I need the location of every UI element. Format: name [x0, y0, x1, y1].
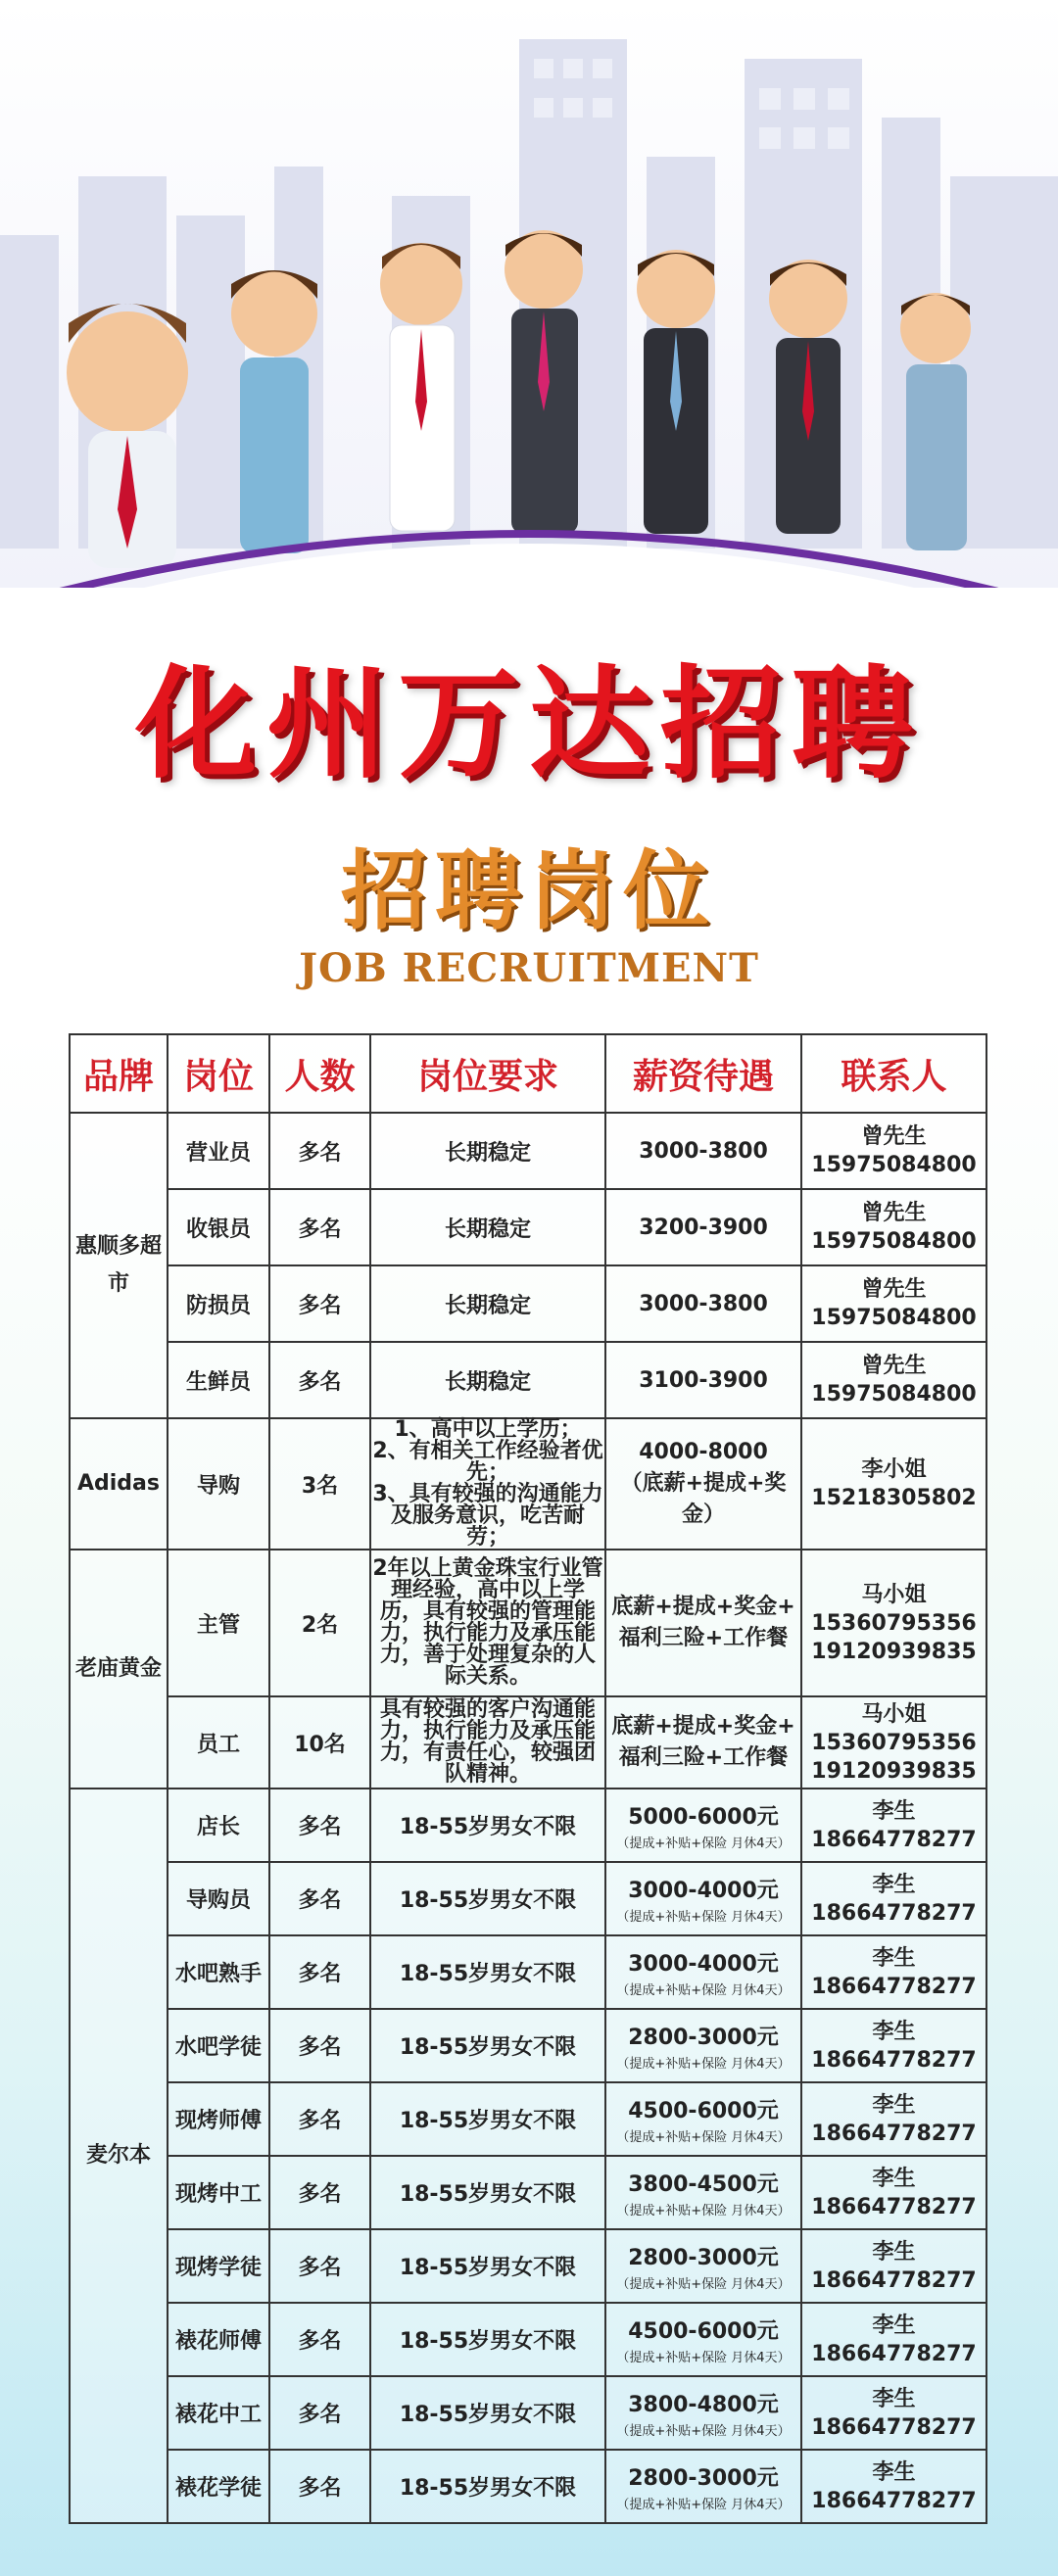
- contact-name: 李生: [872, 2313, 916, 2338]
- contact-cell: [801, 2303, 986, 2376]
- salary-range: 3800-4500元: [628, 2171, 779, 2197]
- contact-cell: [801, 1862, 986, 1935]
- requirement-cell: 18-55岁男女不限: [370, 1935, 605, 2009]
- contact-phone: 15975084800: [811, 1153, 977, 1177]
- position-cell: 营业员: [168, 1113, 269, 1189]
- salary-note: （提成+补贴+保险 月休4天）: [616, 1836, 791, 1851]
- contact-cell: [801, 2376, 986, 2450]
- contact-name: 李生: [872, 2239, 916, 2265]
- contact-name: 曾先生: [861, 1124, 927, 1149]
- salary-line: 底薪+提成+奖金+: [611, 1595, 795, 1619]
- contact-phone: 19120939835: [811, 1758, 977, 1784]
- hero-illustration: [0, 0, 1058, 588]
- salary-line: 底薪+提成+奖金+: [611, 1714, 795, 1739]
- count-cell: 3名: [269, 1418, 370, 1550]
- salary-line: 福利三险+工作餐: [618, 1745, 789, 1770]
- contact-name: 李生: [872, 1945, 916, 1971]
- contact-name: 李生: [872, 1872, 916, 1897]
- position-cell: 导购: [168, 1418, 269, 1550]
- salary-note: （提成+补贴+保险 月休4天）: [616, 2276, 791, 2292]
- salary-note: （提成+补贴+保险 月休4天）: [616, 2203, 791, 2218]
- salary-range: 4500-6000元: [628, 2098, 779, 2123]
- position-cell: 店长: [168, 1789, 269, 1862]
- brand-laomiao: 老庙黄金: [70, 1550, 168, 1789]
- contact-name: 曾先生: [861, 1277, 927, 1302]
- salary-note: （提成+补贴+保险 月休4天）: [616, 2497, 791, 2512]
- salary-cell: 3000-3800: [605, 1265, 801, 1342]
- count-cell: 多名: [269, 2376, 370, 2450]
- salary-line: 福利三险+工作餐: [618, 1626, 789, 1650]
- contact-phone: 15975084800: [811, 1229, 977, 1254]
- contact-phone: 19120939835: [811, 1639, 977, 1664]
- salary-note: （提成+补贴+保险 月休4天）: [616, 2129, 791, 2145]
- salary-cell: [605, 2450, 801, 2523]
- position-cell: 主管: [168, 1550, 269, 1696]
- contact-phone: 18664778277: [811, 2267, 977, 2293]
- position-cell: 现烤中工: [168, 2156, 269, 2229]
- requirement-cell: 长期稳定: [370, 1342, 605, 1418]
- count-cell: 多名: [269, 1342, 370, 1418]
- brand-huishunduo: 惠顺多超市: [70, 1113, 168, 1418]
- contact-phone: 18664778277: [811, 1974, 977, 1999]
- recruitment-table: [69, 1033, 987, 2524]
- salary-cell: 3000-3800: [605, 1113, 801, 1189]
- requirement-line: 2、有相关工作经验者优先；: [372, 1439, 603, 1485]
- contact-cell: [801, 1789, 986, 1862]
- salary-cell: 3200-3900: [605, 1189, 801, 1265]
- contact-cell: [801, 2009, 986, 2082]
- salary-cell: [605, 2009, 801, 2082]
- contact-cell: [801, 2450, 986, 2523]
- count-cell: 多名: [269, 2229, 370, 2303]
- count-cell: 多名: [269, 1789, 370, 1862]
- position-cell: 现烤学徒: [168, 2229, 269, 2303]
- count-cell: 多名: [269, 1113, 370, 1189]
- header-count: 人数: [269, 1034, 370, 1113]
- contact-phone: 18664778277: [811, 2414, 977, 2440]
- requirement-cell: 18-55岁男女不限: [370, 2082, 605, 2156]
- table-row: [70, 2303, 986, 2376]
- contact-phone: 18664778277: [811, 2341, 977, 2366]
- count-cell: 多名: [269, 2009, 370, 2082]
- salary-cell: [605, 1789, 801, 1862]
- table-row: [70, 2376, 986, 2450]
- contact-cell: [801, 1550, 986, 1696]
- requirement-cell: 2年以上黄金珠宝行业管理经验，高中以上学历，具有较强的管理能力，执行能力及承压能力，善于处理复杂的人际关系。: [370, 1550, 605, 1696]
- table-row: [70, 1862, 986, 1935]
- salary-range: 2800-3000元: [628, 2465, 779, 2491]
- contact-phone: 18664778277: [811, 2047, 977, 2073]
- contact-phone: 15975084800: [811, 1382, 977, 1407]
- salary-range: 5000-6000元: [628, 1804, 779, 1830]
- count-cell: 多名: [269, 2156, 370, 2229]
- table-row: [70, 2009, 986, 2082]
- count-cell: 多名: [269, 1265, 370, 1342]
- position-cell: 防损员: [168, 1265, 269, 1342]
- salary-cell: [605, 2156, 801, 2229]
- table-header-row: [70, 1034, 986, 1113]
- city-skyline-illustration: [0, 0, 1058, 588]
- salary-cell: [605, 2303, 801, 2376]
- section-title-en: JOB RECRUITMENT: [299, 945, 759, 991]
- position-cell: 裱花学徒: [168, 2450, 269, 2523]
- table-row: [70, 1418, 986, 1550]
- table-row: [70, 1342, 986, 1418]
- requirement-cell: 长期稳定: [370, 1265, 605, 1342]
- table-row: [70, 2156, 986, 2229]
- header-contact: 联系人: [801, 1034, 986, 1113]
- contact-phone: 15360795356: [811, 1730, 977, 1755]
- salary-note: （提成+补贴+保险 月休4天）: [616, 1909, 791, 1925]
- salary-range: 4500-6000元: [628, 2318, 779, 2344]
- requirement-line: 1、高中以上学历；: [394, 1417, 582, 1442]
- contact-name: 李小姐: [861, 1457, 927, 1482]
- header-brand: 品牌: [70, 1034, 168, 1113]
- count-cell: 多名: [269, 2082, 370, 2156]
- table-row: [70, 1113, 986, 1189]
- contact-phone: 15360795356: [811, 1610, 977, 1636]
- contact-cell: [801, 1342, 986, 1418]
- contact-phone: 18664778277: [811, 2121, 977, 2146]
- contact-phone: 15975084800: [811, 1306, 977, 1330]
- requirement-cell: 18-55岁男女不限: [370, 1789, 605, 1862]
- table-row: [70, 1550, 986, 1696]
- requirement-cell: 18-55岁男女不限: [370, 1862, 605, 1935]
- salary-note: （提成+补贴+保险 月休4天）: [616, 1982, 791, 1998]
- salary-cell: [605, 1935, 801, 2009]
- count-cell: 多名: [269, 2450, 370, 2523]
- table-row: [70, 2082, 986, 2156]
- contact-phone: 18664778277: [811, 2194, 977, 2219]
- salary-cell: [605, 1418, 801, 1550]
- salary-cell: [605, 2082, 801, 2156]
- position-cell: 裱花中工: [168, 2376, 269, 2450]
- salary-note: （提成+补贴+保险 月休4天）: [616, 2056, 791, 2072]
- table-row: [70, 2229, 986, 2303]
- requirement-cell: [370, 1418, 605, 1550]
- table-row: [70, 1789, 986, 1862]
- contact-name: 曾先生: [861, 1201, 927, 1225]
- salary-note: （底薪+提成+奖金）: [620, 1471, 787, 1527]
- requirement-cell: 18-55岁男女不限: [370, 2229, 605, 2303]
- table-row: [70, 1935, 986, 2009]
- header-requirement: 岗位要求: [370, 1034, 605, 1113]
- count-cell: 多名: [269, 1862, 370, 1935]
- table-row: [70, 1696, 986, 1789]
- contact-name: 李生: [872, 1798, 916, 1824]
- contact-cell: [801, 1189, 986, 1265]
- contact-phone: 18664778277: [811, 1827, 977, 1852]
- salary-range: 3800-4800元: [628, 2392, 779, 2417]
- salary-note: （提成+补贴+保险 月休4天）: [616, 2423, 791, 2439]
- contact-cell: [801, 1696, 986, 1789]
- contact-phone: 18664778277: [811, 1900, 977, 1926]
- contact-phone: 18664778277: [811, 2488, 977, 2513]
- brand-adidas: Adidas: [70, 1418, 168, 1550]
- salary-cell: [605, 1862, 801, 1935]
- contact-cell: [801, 1113, 986, 1189]
- count-cell: 多名: [269, 1935, 370, 2009]
- contact-name: 李生: [872, 2386, 916, 2411]
- table-row: [70, 1265, 986, 1342]
- contact-cell: [801, 1265, 986, 1342]
- position-cell: 员工: [168, 1696, 269, 1789]
- contact-cell: [801, 1418, 986, 1550]
- salary-range: 2800-3000元: [628, 2245, 779, 2270]
- requirement-cell: 18-55岁男女不限: [370, 2156, 605, 2229]
- requirement-cell: 长期稳定: [370, 1189, 605, 1265]
- salary-cell: [605, 1550, 801, 1696]
- contact-cell: [801, 2156, 986, 2229]
- requirement-cell: 长期稳定: [370, 1113, 605, 1189]
- contact-name: 马小姐: [861, 1582, 927, 1607]
- table-row: [70, 1189, 986, 1265]
- count-cell: 2名: [269, 1550, 370, 1696]
- position-cell: 现烤师傅: [168, 2082, 269, 2156]
- page-title: 化州万达招聘: [134, 654, 923, 795]
- position-cell: 裱花师傅: [168, 2303, 269, 2376]
- contact-name: 李生: [872, 2459, 916, 2485]
- contact-name: 李生: [872, 2166, 916, 2191]
- salary-cell: [605, 2376, 801, 2450]
- header-salary: 薪资待遇: [605, 1034, 801, 1113]
- brand-maierben: 麦尔本: [70, 1789, 168, 2523]
- salary-cell: 3100-3900: [605, 1342, 801, 1418]
- salary-note: （提成+补贴+保险 月休4天）: [616, 2350, 791, 2365]
- table-row: [70, 2450, 986, 2523]
- requirement-cell: 具有较强的客户沟通能力，执行能力及承压能力，有责任心，较强团队精神。: [370, 1696, 605, 1789]
- contact-phone: 15218305802: [811, 1486, 977, 1510]
- position-cell: 水吧熟手: [168, 1935, 269, 2009]
- requirement-cell: 18-55岁男女不限: [370, 2450, 605, 2523]
- position-cell: 水吧学徒: [168, 2009, 269, 2082]
- requirement-cell: 18-55岁男女不限: [370, 2009, 605, 2082]
- contact-cell: [801, 1935, 986, 2009]
- header-position: 岗位: [168, 1034, 269, 1113]
- salary-range: 3000-4000元: [628, 1951, 779, 1977]
- count-cell: 10名: [269, 1696, 370, 1789]
- contact-name: 李生: [872, 2019, 916, 2044]
- requirement-cell: 18-55岁男女不限: [370, 2376, 605, 2450]
- requirement-cell: 18-55岁男女不限: [370, 2303, 605, 2376]
- count-cell: 多名: [269, 1189, 370, 1265]
- position-cell: 收银员: [168, 1189, 269, 1265]
- contact-name: 马小姐: [861, 1701, 927, 1727]
- salary-range: 4000-8000: [639, 1440, 768, 1464]
- position-cell: 导购员: [168, 1862, 269, 1935]
- position-cell: 生鲜员: [168, 1342, 269, 1418]
- salary-range: 2800-3000元: [628, 2025, 779, 2050]
- contact-cell: [801, 2229, 986, 2303]
- salary-cell: [605, 1696, 801, 1789]
- salary-range: 3000-4000元: [628, 1878, 779, 1903]
- contact-cell: [801, 2082, 986, 2156]
- requirement-line: 3、具有较强的沟通能力及服务意识，吃苦耐劳；: [372, 1482, 603, 1550]
- salary-cell: [605, 2229, 801, 2303]
- contact-name: 李生: [872, 2092, 916, 2118]
- count-cell: 多名: [269, 2303, 370, 2376]
- contact-name: 曾先生: [861, 1354, 927, 1378]
- section-title: 招聘岗位: [340, 840, 717, 941]
